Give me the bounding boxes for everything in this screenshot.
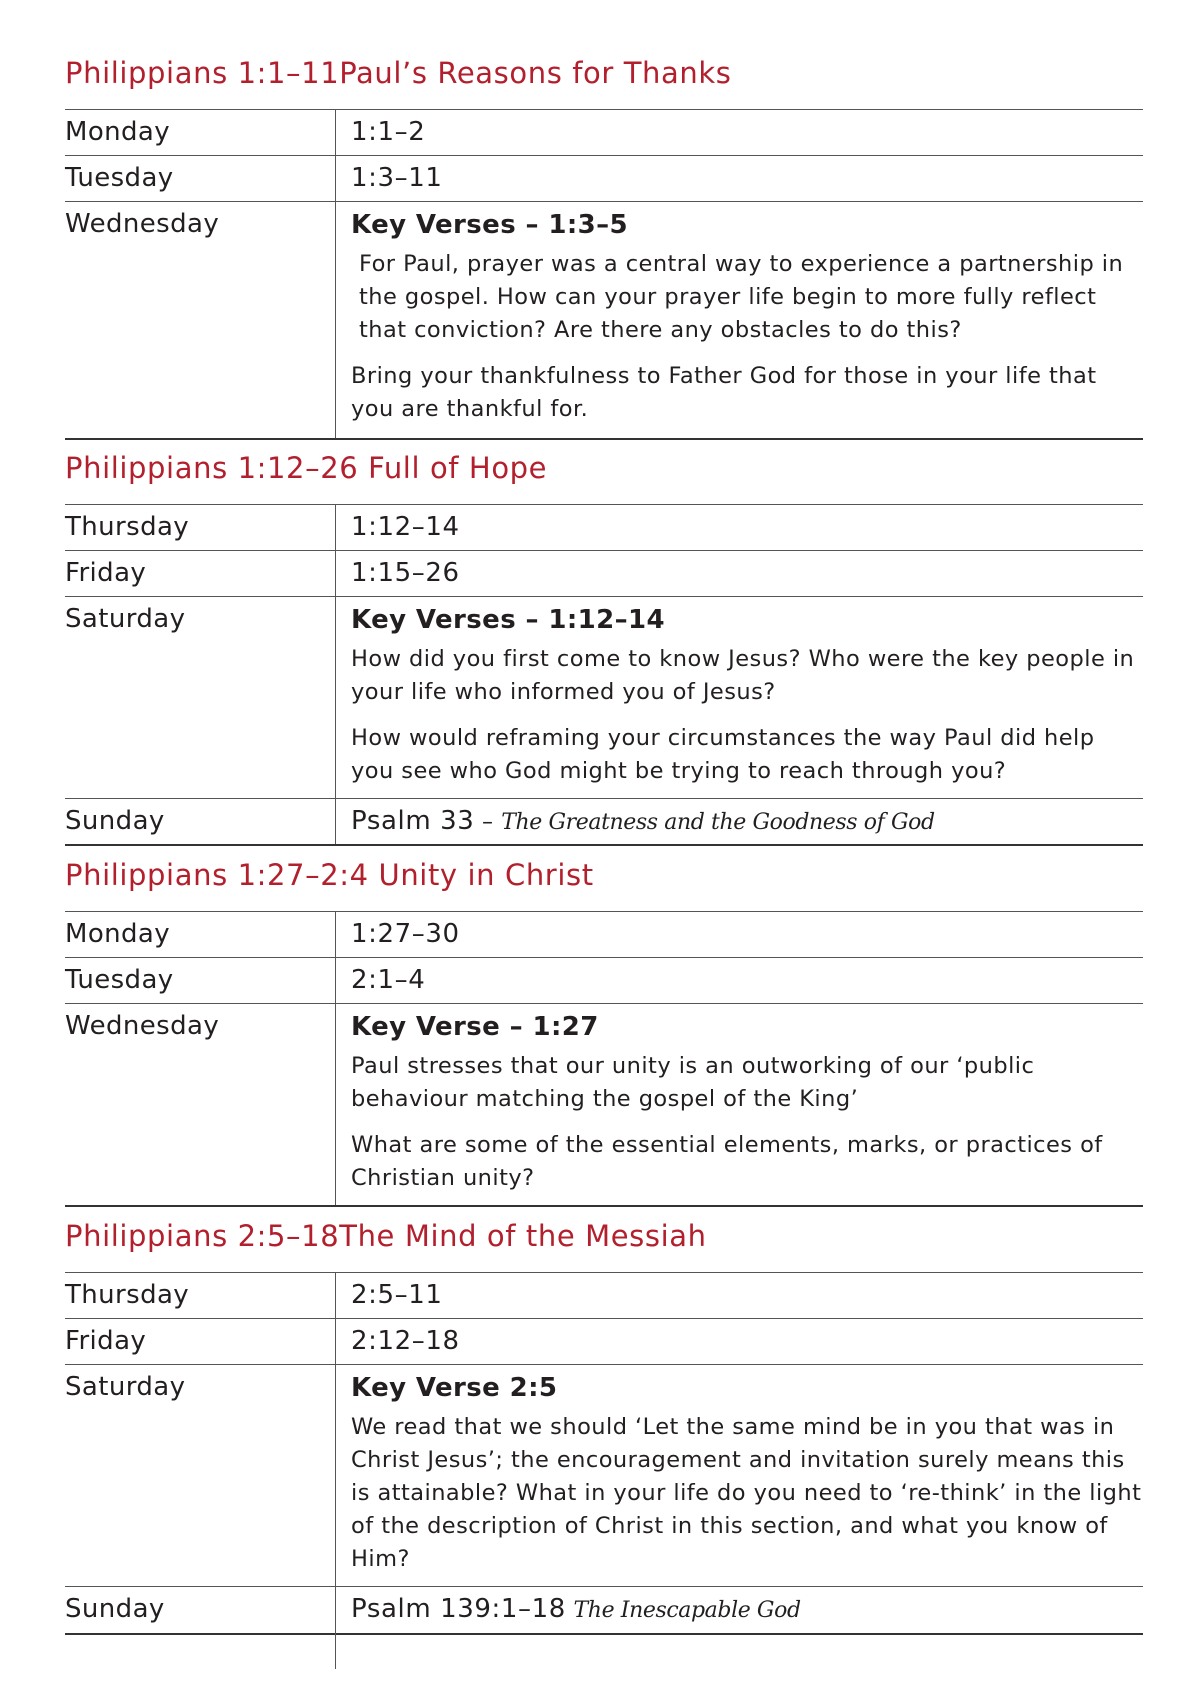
reflection-text: We read that we should ‘Let the same mind be in you that was in Christ Jesus’; the encouragement and invitation surely means this is attainable? What in your life do you need to ‘re-think’ in the light of the description of Christ in this section, and what you know of Him? <box>351 1414 1142 1572</box>
section-title: Philippians 1:27–2:4 Unity in Christ <box>65 858 594 892</box>
reflection-text: For Paul, prayer was a central way to experience a partnership in the gospel. How can your prayer life begin to more fully reflect that conviction? Are there any obstacles to do this? <box>359 251 1124 343</box>
row-content <box>335 551 1143 596</box>
row-content <box>335 912 1143 957</box>
row-content <box>335 1319 1143 1364</box>
day-label: Wednesday <box>65 209 220 239</box>
row-content <box>335 1587 1143 1669</box>
table-row <box>65 1273 1143 1319</box>
row-content <box>335 799 1143 844</box>
table-row <box>65 1587 1143 1635</box>
key-verses-heading: Key Verses – 1:3–5 <box>351 210 629 240</box>
row-content <box>335 958 1143 1003</box>
key-verse-heading: Key Verse 2:5 <box>351 1373 558 1403</box>
reflection-text: Paul stresses that our unity is an outworking of our ‘public behaviour matching the gospel of the King’ <box>351 1053 1035 1112</box>
key-verses-heading: Key Verses – 1:12–14 <box>351 605 666 635</box>
row-content <box>335 597 1143 798</box>
psalm-separator <box>566 1598 574 1623</box>
reading-table <box>65 911 1143 1207</box>
psalm-reading <box>351 1587 1143 1633</box>
table-row <box>65 912 1143 958</box>
row-content <box>335 156 1143 201</box>
day-label: Tuesday <box>65 163 174 193</box>
reading-ref: 1:15–26 <box>351 558 460 588</box>
table-row <box>65 1319 1143 1365</box>
day-label: Thursday <box>65 512 190 542</box>
psalm-reading <box>351 799 1143 845</box>
psalm-title: The Inescapable God <box>573 1598 801 1623</box>
day-label: Saturday <box>65 604 186 634</box>
psalm-ref: Psalm 139:1–18 <box>351 1594 566 1624</box>
reading-ref: 1:3–11 <box>351 163 443 193</box>
table-row <box>65 1365 1143 1587</box>
psalm-ref: Psalm 33 <box>351 806 475 836</box>
reflection-text: How would reframing your circumstances the way Paul did help you see who God might be trying to reach through you? <box>351 725 1095 784</box>
table-row <box>65 1004 1143 1207</box>
section-title: Philippians 1:1–11Paul’s Reasons for Thanks <box>65 56 732 90</box>
day-label: Saturday <box>65 1372 186 1402</box>
reading-ref: 1:1–2 <box>351 117 426 147</box>
table-row <box>65 551 1143 597</box>
table-row <box>65 110 1143 156</box>
row-content <box>335 1004 1143 1205</box>
reading-ref: 2:5–11 <box>351 1280 443 1310</box>
reading-table <box>65 109 1143 440</box>
section-3 <box>65 855 1143 1191</box>
section-title: Philippians 2:5–18The Mind of the Messiah <box>65 1219 707 1253</box>
table-row <box>65 202 1143 440</box>
section-title: Philippians 1:12–26 Full of Hope <box>65 451 548 485</box>
reading-ref: 2:1–4 <box>351 965 426 995</box>
day-label: Monday <box>65 919 171 949</box>
row-content <box>335 1365 1143 1586</box>
section-2 <box>65 448 1143 836</box>
row-content <box>335 1273 1143 1318</box>
day-label: Friday <box>65 1326 147 1356</box>
day-label: Sunday <box>65 806 165 836</box>
psalm-separator: – <box>474 810 502 835</box>
day-label: Sunday <box>65 1594 165 1624</box>
reading-table <box>65 1272 1143 1635</box>
day-label: Monday <box>65 117 171 147</box>
day-label: Friday <box>65 558 147 588</box>
day-label: Thursday <box>65 1280 190 1310</box>
table-row <box>65 958 1143 1004</box>
table-row <box>65 505 1143 551</box>
key-verse-heading: Key Verse – 1:27 <box>351 1012 599 1042</box>
row-content <box>335 110 1143 155</box>
table-row <box>65 156 1143 202</box>
row-content <box>335 202 1143 438</box>
reading-table <box>65 504 1143 846</box>
reflection-text: How did you first come to know Jesus? Who were the key people in your life who informed you of Jesus? <box>351 646 1135 705</box>
section-4 <box>65 1216 1143 1624</box>
row-content <box>335 505 1143 550</box>
reflection-text: Bring your thankfulness to Father God for those in your life that you are thankful for. <box>351 363 1097 422</box>
section-1 <box>65 53 1143 422</box>
day-label: Wednesday <box>65 1011 220 1041</box>
reading-ref: 2:12–18 <box>351 1326 460 1356</box>
table-row <box>65 799 1143 846</box>
reading-ref: 1:27–30 <box>351 919 460 949</box>
table-row <box>65 597 1143 799</box>
day-label: Tuesday <box>65 965 174 995</box>
reading-ref: 1:12–14 <box>351 512 460 542</box>
reflection-text: What are some of the essential elements, marks, or practices of Christian unity? <box>351 1132 1103 1191</box>
psalm-title: The Greatness and the Goodness of God <box>501 810 935 835</box>
